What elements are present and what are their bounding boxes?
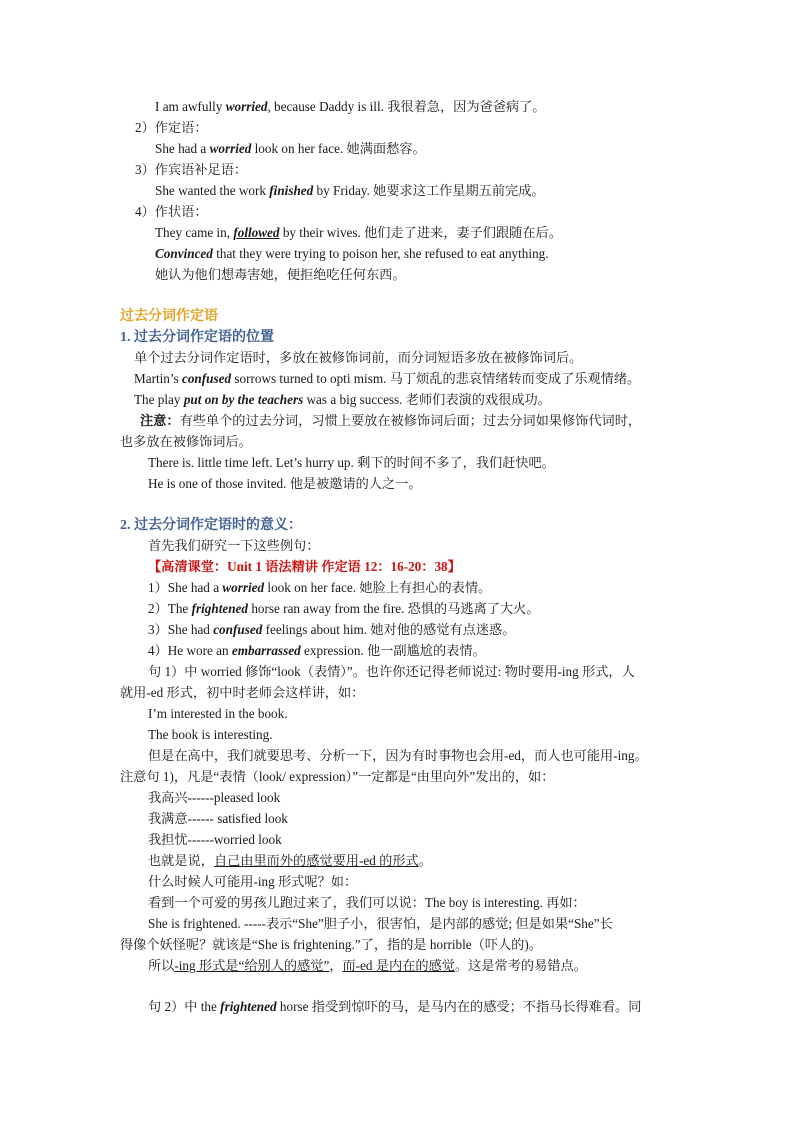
text-line <box>120 432 252 452</box>
text-run: 句 2）中 the <box>148 999 221 1014</box>
text-run: 看到一个可爱的男孩儿跑过来了，我们可以说：The boy is interesting. 再如： <box>148 895 586 910</box>
text-line <box>148 830 282 850</box>
text-run: sorrows turned to opti mism. 马丁烦乱的悲哀情绪转而变成了乐观情绪。 <box>231 371 641 386</box>
text-run: Martin’s <box>134 371 182 386</box>
text-run: The book is interesting. <box>148 727 273 742</box>
text-run: that they were trying to poison her, she refused to eat anything. <box>212 246 549 261</box>
text-run: 得像个妖怪呢？就该是“She is frightening.”了，指的是 horrible（吓人的)。 <box>120 937 542 952</box>
text-line <box>155 97 545 117</box>
text-run: 句 1）中 worried 修饰“look（表情）”。也许你还记得老师说过: 物时要用-ing 形式，人 <box>148 664 635 679</box>
text-run: 我高兴------pleased look <box>148 790 281 805</box>
text-line <box>148 893 586 913</box>
text-line <box>148 620 515 640</box>
text-run: horse 指受到惊吓的马，是马内在的感受；不指马长得难看。同 <box>276 999 642 1014</box>
text-run: 1）She had a <box>148 580 223 595</box>
text-run: 过去分词作定语 <box>120 309 218 324</box>
text-run: 注意： <box>140 413 180 428</box>
text-run: -ing 形式是“给别人的感觉” <box>174 958 330 973</box>
text-line <box>120 515 302 536</box>
text-line <box>148 641 486 661</box>
text-run: was a big success. 老师们表演的戏很成功。 <box>303 392 551 407</box>
text-run: look on her face. 她脸上有担心的表情。 <box>264 580 492 595</box>
text-run: put on by the teachers <box>183 392 304 407</box>
text-run: 2）作定语： <box>135 120 208 135</box>
text-run: She had a <box>155 141 210 156</box>
text-line <box>148 914 613 934</box>
text-line <box>148 599 540 619</box>
text-line <box>148 997 641 1017</box>
text-run: worried <box>222 580 265 595</box>
text-run: by Friday. 她要求这工作星期五前完成。 <box>313 183 545 198</box>
text-run: 1. 过去分词作定语的位置 <box>120 330 274 345</box>
text-run: 她认为他们想毒害她，便拒绝吃任何东西。 <box>155 267 406 282</box>
text-run: 首先我们研究一下这些例句： <box>148 538 320 553</box>
text-run: 自己由里而外的感觉要用-ed 的形式 <box>213 853 419 868</box>
text-run: , because Daddy is ill. 我很着急，因为爸爸病了。 <box>267 99 546 114</box>
text-run: frightened <box>191 601 249 616</box>
text-run: She wanted the work <box>155 183 270 198</box>
text-line <box>148 536 319 556</box>
text-run: 4）作状语： <box>135 204 208 219</box>
text-run: 但是在高中，我们就要思考、分析一下，因为有时事物也会用-ed，而人也可能用-ing。 <box>148 748 648 763</box>
text-run: feelings about him. 她对他的感觉有点迷惑。 <box>262 622 516 637</box>
text-line <box>148 474 422 494</box>
text-line <box>155 223 562 243</box>
text-run: She is frightened. -----表示“She”胆子小，很害怕，是内部的感觉; 但是如果“She”长 <box>148 916 613 931</box>
text-run: He is one of those invited. 他是被邀请的人之一。 <box>148 476 422 491</box>
text-run: 就用-ed 形式，初中时老师会这样讲，如： <box>120 685 365 700</box>
text-run: 4）He wore an <box>148 643 232 658</box>
text-line <box>140 411 641 431</box>
text-run: The play <box>134 392 184 407</box>
text-run: 【高清课堂：Unit 1 语法精讲 作定语 12：16-20：38】 <box>148 559 461 574</box>
text-run: They came in, <box>155 225 234 240</box>
text-run: 而-ed 是内在的感觉 <box>342 958 455 973</box>
text-line <box>148 872 357 892</box>
text-run: 我担忧------worried look <box>148 832 282 847</box>
text-run: 3）作宾语补足语： <box>135 162 248 177</box>
text-line <box>120 767 554 787</box>
text-line <box>148 746 648 766</box>
text-run: 3）She had <box>148 622 214 637</box>
text-run: followed <box>233 225 280 240</box>
text-run: embarrassed <box>231 643 301 658</box>
text-line <box>148 662 635 682</box>
text-line <box>155 139 426 159</box>
text-run: confused <box>213 622 263 637</box>
text-run: 2. 过去分词作定语时的意义： <box>120 518 302 533</box>
text-run: 。 <box>418 853 432 868</box>
text-line <box>148 578 491 598</box>
text-run: ， <box>329 958 343 973</box>
text-run: 注意句 1)，凡是“表情（look/ expression）”一定都是“由里向外”发出的，如： <box>120 769 555 784</box>
text-line <box>135 118 208 138</box>
text-run: by their wives. 他们走了进来，妻子们跟随在后。 <box>279 225 562 240</box>
text-line <box>134 390 551 410</box>
text-run: look on her face. 她满面愁容。 <box>251 141 426 156</box>
text-run: 有些单个的过去分词，习惯上要放在被修饰词后面；过去分词如果修饰代词时， <box>179 413 642 428</box>
text-run: 什么时候人可能用-ing 形式呢？如： <box>148 874 358 889</box>
text-run: I am awfully <box>155 99 226 114</box>
text-line <box>148 809 288 829</box>
text-line <box>148 453 555 473</box>
text-line <box>120 327 274 348</box>
text-line <box>148 956 587 976</box>
text-line <box>155 244 549 264</box>
text-line <box>155 265 406 285</box>
text-run: frightened <box>220 999 277 1014</box>
text-run: Convinced <box>155 246 213 261</box>
text-run: 2）The <box>148 601 192 616</box>
text-run: I’m interested in the book. <box>148 706 288 721</box>
text-line <box>148 851 432 871</box>
text-line <box>134 369 640 389</box>
text-run: 单个过去分词作定语时，多放在被修饰词前，而分词短语多放在被修饰词后。 <box>134 350 583 365</box>
text-run: 我满意------ satisfied look <box>148 811 288 826</box>
text-line <box>135 160 247 180</box>
text-line <box>120 683 364 703</box>
text-line <box>155 181 545 201</box>
text-line <box>134 348 582 368</box>
text-line <box>120 935 542 955</box>
text-run: 也多放在被修饰词后。 <box>120 434 252 449</box>
text-run: horse ran away from the fire. 恐惧的马逃离了大火。 <box>248 601 540 616</box>
text-line <box>148 557 461 577</box>
text-run: There is. little time left. Let’s hurry up. 剩下的时间不多了，我们赶快吧。 <box>148 455 555 470</box>
text-run: confused <box>181 371 232 386</box>
text-run: expression. 他一副尴尬的表情。 <box>300 643 486 658</box>
text-run: worried <box>225 99 268 114</box>
text-line <box>135 202 208 222</box>
text-line <box>148 725 273 745</box>
text-line <box>120 306 218 327</box>
text-run: worried <box>209 141 252 156</box>
text-run: 也就是说， <box>148 853 214 868</box>
text-run: finished <box>269 183 314 198</box>
text-line <box>148 704 288 724</box>
text-line <box>148 788 280 808</box>
text-run: 所以 <box>148 958 175 973</box>
text-run: 。这是常考的易错点。 <box>454 958 587 973</box>
